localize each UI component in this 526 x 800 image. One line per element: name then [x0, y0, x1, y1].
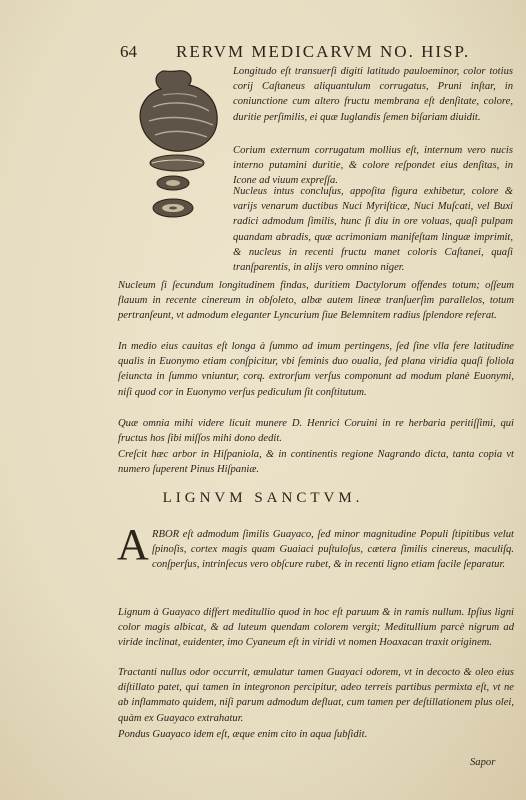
paragraph-longitudo: Longitudo eſt transuerſi digiti latitudo pauloeminor, color totius corij Caſtaneus aliquantulum corrugatus, Pruni inſtar, in coniunctione cum altero fructu membrana eſt denſitate, colore, duritie perſimilis, ei quæ Iuglandis ſemen biſariam diuidit.: [233, 66, 513, 123]
paragraph-in-medio: In medio eius cauitas eſt longa à ſummo ad imum pertingens, ſed ſine vlla fere latitudine qualis in Euonymo etiam conſpicitur, vbi ſeminis duo oualia, ſed plana viridia quaſi foliola ſeiuncta in ſummo vniuntur, corq. extrorſum verſus componunt ad modum planè Euonymi, niſi quod cor in Euonymo verſus pediculum ſit conſtitutum.: [118, 341, 514, 398]
paragraph-nucleus-intro: Nucleus intus concluſus, appoſita figura exhibetur, colore & varijs venarum ductibus Nuci Myriſticæ, Nuci Muſcati, vel Buxi radici admodum ſimilis, hunc ſi diu in ore voluas, quaſi pulpam quandam abradis, quæ acrimoniam manifeſtam linguæ imprimit, & nucleus in recenti fructu manet coloris Caſtanei, quaſi tranſparentis, in alijs vero omnino niger.: [233, 186, 513, 274]
paragraph-arbor: RBOR eſt admodum ſimilis Guayaco, ſed minor magnitudine Populi ſtipitibus velut ſpinoſis, cortex magis quam Guaiaci puſtuloſus, cætera ſimilis cinereus, maculiſq. conſperſus, intrinſecus vero obſcure rubet, & in recenti ligno etiam facile ſeparatur.: [152, 529, 514, 571]
paragraph-corium: Corium externum corrugatum mollius eſt, internum vero nucis interno putamini duritie, & colore reſpondet eius denſitas, in Icone ad viuum expreſſa.: [233, 145, 513, 187]
nut-kernel-figure: [145, 172, 201, 222]
paragraph-pondus: Pondus Guayaco idem eſt, æque enim cito in aqua ſubſidit.: [118, 729, 368, 740]
catchword: Sapor: [470, 757, 496, 768]
running-title: RERVM MEDICARVM NO. HISP.: [176, 42, 471, 61]
nut-shell-figure: [148, 153, 206, 173]
section-heading: LIGNVM SANCTVM.: [162, 490, 364, 506]
paragraph-tractanti: Tractanti nullus odor occurrit, æmulatur tamen Guayaci odorem, vt in decocto & oleo eius diſtillato patet, qui tamen in integronon percipitur, adeo terreis partibus permixta eſt, vt ne ab inflammato quidem, niſi parum admodum defluat, cum tamen per deſtillationem plus olei, quàm ex Guayaco extrahatur.: [118, 667, 514, 724]
paragraph-nucleum: Nucleum ſi ſecundum longitudinem findas, duritiem Dactylorum offendes totum; oſſeum flauum in recente cinereum in obſoleto, albæ autem lineæ tranſuerſim parallelos, totum pertranſeunt, vt admodum eleganter Lyncurium ſiue Belemnitem radius ſplendore referat.: [118, 280, 514, 322]
drop-cap: A: [117, 520, 149, 569]
paragraph-crescit: Creſcit hæc arbor in Hiſpaniola, & in continentis regione Nagrando dicta, tanta copia vt numero ſuperent Pinus Hiſpaniæ.: [118, 449, 514, 476]
page-number: 64: [120, 42, 137, 61]
seed-flat-figure: [133, 67, 227, 157]
paragraph-lignum: Lignum à Guayaco differt meditullio quod in hoc eſt paruum & in ramis nullum. Ipſius ligni color magis albicat, & ad luteum quendam colorem vergit; Meditullium parcè nigrum ad viride inclinat, euidenter, imo Cyaneum eſt in viridi vt nomen Hoaxacan traxit originem.: [118, 607, 514, 649]
paragraph-quae-omnia: Quæ omnia mihi videre licuit munere D. Henrici Coruini in re herbaria peritiſſimi, qui fructus hos ſibi miſſos mihi dono dedit.: [118, 418, 514, 445]
